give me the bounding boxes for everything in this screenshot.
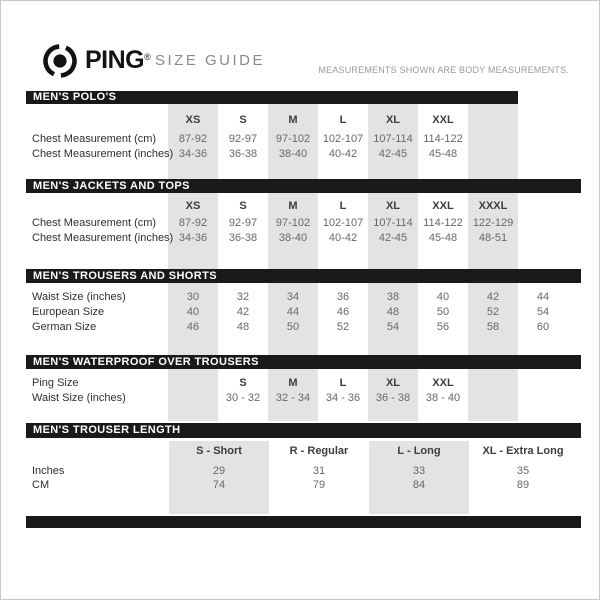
table-row xyxy=(26,465,581,478)
size-header-row xyxy=(26,200,581,213)
size-col: S - Short xyxy=(196,445,242,457)
cell: 38 - 40 xyxy=(425,392,461,404)
section-title-bar xyxy=(26,355,581,369)
size-col: M xyxy=(288,114,298,126)
row-label: European Size xyxy=(32,306,105,318)
row-label: Chest Measurement (cm) xyxy=(32,133,157,145)
cell: 34 - 36 xyxy=(325,392,361,404)
cell: 30 xyxy=(186,291,200,303)
size-col: S xyxy=(239,114,247,126)
cell: 54 xyxy=(536,306,550,318)
row-label: German Size xyxy=(32,321,97,333)
size-col: L xyxy=(339,377,347,389)
cell: 48-51 xyxy=(478,232,508,244)
cell: 42 xyxy=(236,306,250,318)
cell: 84 xyxy=(412,479,426,491)
section-title-bar xyxy=(26,179,581,193)
cell: 92-97 xyxy=(228,217,258,229)
cell: 48 xyxy=(236,321,250,333)
cell: 107-114 xyxy=(373,133,413,145)
cell: 114-122 xyxy=(423,133,463,145)
size-col: XXL xyxy=(432,114,454,126)
table-row xyxy=(26,321,581,334)
cell: 45-48 xyxy=(428,148,458,160)
cell: 29 xyxy=(212,465,226,477)
cell: 32 xyxy=(236,291,250,303)
table-row xyxy=(26,148,581,161)
cell: 38 xyxy=(386,291,400,303)
brand-text: PING xyxy=(85,46,145,74)
cell: 44 xyxy=(286,306,300,318)
size-col: XXL xyxy=(432,377,454,389)
cell: 34 xyxy=(286,291,300,303)
cell: 40 xyxy=(436,291,450,303)
cell: 87-92 xyxy=(178,133,208,145)
size-header-row xyxy=(26,114,581,127)
section-title-bar xyxy=(26,423,581,438)
cell: 97-102 xyxy=(275,217,311,229)
page-title: SIZE GUIDE xyxy=(155,52,266,69)
table-row xyxy=(26,291,581,304)
size-col: L xyxy=(339,200,347,212)
cell: 89 xyxy=(516,479,530,491)
size-col: XL xyxy=(385,377,401,389)
section-title: MEN'S POLO'S xyxy=(33,91,117,103)
cell: 54 xyxy=(386,321,400,333)
table-row xyxy=(26,232,581,245)
section-title: MEN'S TROUSERS AND SHORTS xyxy=(33,270,217,282)
cell: 42-45 xyxy=(378,148,408,160)
row-label: Waist Size (inches) xyxy=(32,291,126,303)
cell: 40 xyxy=(186,306,200,318)
size-col: XL - Extra Long xyxy=(482,445,564,457)
section-title: MEN'S WATERPROOF OVER TROUSERS xyxy=(33,356,259,368)
cell: 114-122 xyxy=(423,217,463,229)
cell: 87-92 xyxy=(178,217,208,229)
row-label: Ping Size xyxy=(32,377,79,389)
cell: 45-48 xyxy=(428,232,458,244)
size-header-row xyxy=(26,445,581,458)
cell: 38-40 xyxy=(278,232,308,244)
row-label: CM xyxy=(32,479,50,491)
cell: 102-107 xyxy=(322,217,364,229)
cell: 42-45 xyxy=(378,232,408,244)
size-col: XL xyxy=(385,114,401,126)
cell: 50 xyxy=(436,306,450,318)
cell: 34-36 xyxy=(178,232,208,244)
cell: 102-107 xyxy=(322,133,364,145)
row-label: Chest Measurement (inches) xyxy=(32,148,174,160)
row-label: Inches xyxy=(32,465,65,477)
cell: 107-114 xyxy=(373,217,413,229)
row-label: Chest Measurement (cm) xyxy=(32,217,157,229)
cell: 122-129 xyxy=(472,217,514,229)
table-row xyxy=(26,217,581,230)
cell: 79 xyxy=(312,479,326,491)
cell: 92-97 xyxy=(228,133,258,145)
cell: 40-42 xyxy=(328,148,358,160)
cell: 50 xyxy=(286,321,300,333)
cell: 44 xyxy=(536,291,550,303)
table-row xyxy=(26,133,581,146)
cell: 30 - 32 xyxy=(225,392,261,404)
size-col: M xyxy=(288,200,298,212)
cell: 36 - 38 xyxy=(375,392,411,404)
section-title: MEN'S TROUSER LENGTH xyxy=(33,424,181,436)
size-col: S xyxy=(239,200,247,212)
size-col: S xyxy=(239,377,247,389)
table-row xyxy=(26,377,581,390)
cell: 38-40 xyxy=(278,148,308,160)
brand-wordmark xyxy=(85,46,151,75)
cell: 56 xyxy=(436,321,450,333)
cell: 36-38 xyxy=(228,232,258,244)
cell: 32 - 34 xyxy=(275,392,311,404)
cell: 40-42 xyxy=(328,232,358,244)
cell: 48 xyxy=(386,306,400,318)
cell: 33 xyxy=(412,465,426,477)
cell: 74 xyxy=(212,479,226,491)
cell: 46 xyxy=(336,306,350,318)
cell: 46 xyxy=(186,321,200,333)
cell: 42 xyxy=(486,291,500,303)
cell: 60 xyxy=(536,321,550,333)
table-row xyxy=(26,392,581,405)
measurements-note: MEASUREMENTS SHOWN ARE BODY MEASUREMENTS. xyxy=(318,65,569,75)
cell: 31 xyxy=(312,465,326,477)
ping-logo-icon xyxy=(41,42,79,80)
size-col: XXL xyxy=(432,200,454,212)
cell: 34-36 xyxy=(178,148,208,160)
size-col: L - Long xyxy=(397,445,441,457)
size-col: M xyxy=(288,377,298,389)
size-col: XXXL xyxy=(478,200,508,212)
cell: 52 xyxy=(336,321,350,333)
cell: 36-38 xyxy=(228,148,258,160)
size-col: XL xyxy=(385,200,401,212)
table-row xyxy=(26,306,581,319)
size-col: L xyxy=(339,114,347,126)
registered-mark: ® xyxy=(144,52,151,62)
cell: 52 xyxy=(486,306,500,318)
size-col: XS xyxy=(185,200,201,212)
cell: 97-102 xyxy=(275,133,311,145)
cell: 35 xyxy=(516,465,530,477)
size-col: XS xyxy=(185,114,201,126)
cell: 36 xyxy=(336,291,350,303)
bottom-rule xyxy=(26,516,581,528)
size-col: R - Regular xyxy=(289,445,349,457)
cell: 58 xyxy=(486,321,500,333)
section-title: MEN'S JACKETS AND TOPS xyxy=(33,180,190,192)
row-label: Chest Measurement (inches) xyxy=(32,232,174,244)
section-title-bar xyxy=(26,269,581,283)
table-row xyxy=(26,479,581,492)
row-label: Waist Size (inches) xyxy=(32,392,126,404)
section-title-bar xyxy=(26,91,518,104)
